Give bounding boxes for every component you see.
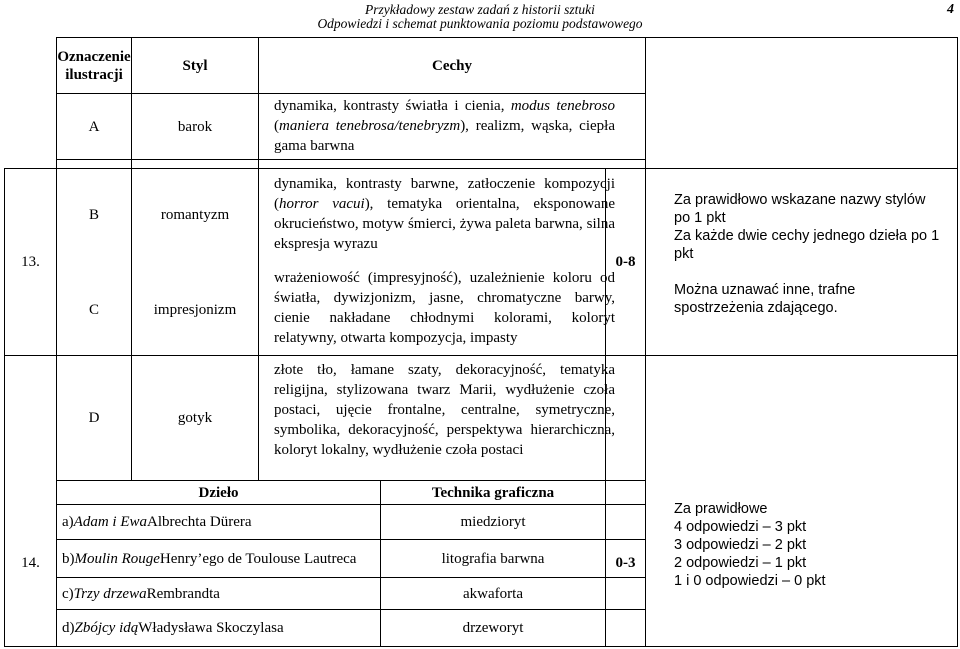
header-work: Dzieło: [198, 484, 239, 501]
row-b-label: B: [88, 207, 99, 223]
scoring-note: Można uznawać inne, trafne spostrzeżenia zdającego.: [674, 282, 856, 316]
row-c-label: C: [88, 302, 99, 318]
row-d-style: gotyk: [177, 410, 213, 426]
page-header: [0, 0, 960, 36]
scoring-line: 4 odpowiedzi – 3 pkt: [674, 519, 807, 535]
header-title: Przykładowy zestaw zadań z historii sztuki: [365, 2, 595, 17]
row-a-features: dynamika, kontrasty światła i cienia, modus tenebroso (maniera tenebrosa/tenebryzm), realizm, wąska, ciepła gama barwna: [274, 98, 615, 154]
scoring-line: 1 i 0 odpowiedzi – 0 pkt: [674, 573, 826, 589]
task-14-number: 14.: [21, 555, 40, 571]
row-b-style: romantyzm: [160, 207, 230, 223]
work-item: b) Moulin Rouge Henry’ego de Toulouse Lautreca: [62, 550, 357, 567]
task-13-points: 0-8: [615, 254, 636, 270]
technique-item: miedzioryt: [460, 514, 526, 530]
row-d-label: D: [88, 410, 100, 426]
row-a-style: barok: [177, 118, 213, 135]
work-item: d) Zbójcy idą Władysława Skoczylasa: [62, 620, 284, 636]
task-14-scoring: [674, 500, 944, 590]
scoring-line: Za prawidłowe: [674, 501, 768, 517]
work-item: c) Trzy drzewa Rembrandta: [62, 585, 220, 602]
scoring-line: Za każde dwie cechy jednego dzieła po 1 pkt: [674, 228, 940, 262]
row-d-features: złote tło, łamane szaty, dekoracyjność, tematyka religijna, stylizowana twarz Marii, wydłużenie czoła postaci, ujęcie frontalne, centralne, symetryczne, symbolika, dekoracyjność, perspektywa hierarchiczna, koloryt lokalny, wydłużenie czoła postaci: [274, 362, 615, 458]
header-label-column: Oznaczenie ilustracji: [57, 48, 131, 83]
scoring-line: 3 odpowiedzi – 2 pkt: [674, 537, 807, 553]
scoring-line: 2 odpowiedzi – 1 pkt: [674, 555, 807, 571]
row-c-style: impresjonizm: [153, 302, 237, 318]
technique-item: litografia barwna: [441, 550, 545, 567]
task-13-scoring: [674, 191, 944, 317]
header-technique: Technika graficzna: [431, 484, 555, 501]
row-c-features: wrażeniowość (impresyjność), uzależnienie koloru od światła, dywizjonizm, jasne, chromatyczne barwy, cienie nakładane chłodnymi kolorami, koloryt relatywny, otwarta kompozycja, impasty: [274, 270, 615, 346]
row-b-features: dynamika, kontrasty barwne, zatłoczenie kompozycji (horror vacui), tematyka orientalna, eksponowane okrucieństwo, motyw śmierci, żywa paleta barwna, silna ekspresja wyrazu: [274, 176, 615, 252]
row-a-label: A: [88, 118, 100, 135]
header-features-column: Cechy: [432, 57, 472, 74]
technique-item: akwaforta: [463, 585, 523, 602]
task-13-number: 13.: [21, 254, 40, 270]
task-14-points: 0-3: [615, 555, 636, 571]
scoring-line: Za prawidłowo wskazane nazwy stylów po 1 pkt: [674, 192, 926, 226]
header-style-column: Styl: [182, 57, 208, 74]
work-item: a) Adam i Ewa Albrechta Dürera: [62, 514, 252, 530]
technique-item: drzeworyt: [462, 620, 524, 636]
page-number: 4: [947, 2, 954, 17]
header-subtitle: Odpowiedzi i schemat punktowania poziomu podstawowego: [317, 16, 643, 31]
